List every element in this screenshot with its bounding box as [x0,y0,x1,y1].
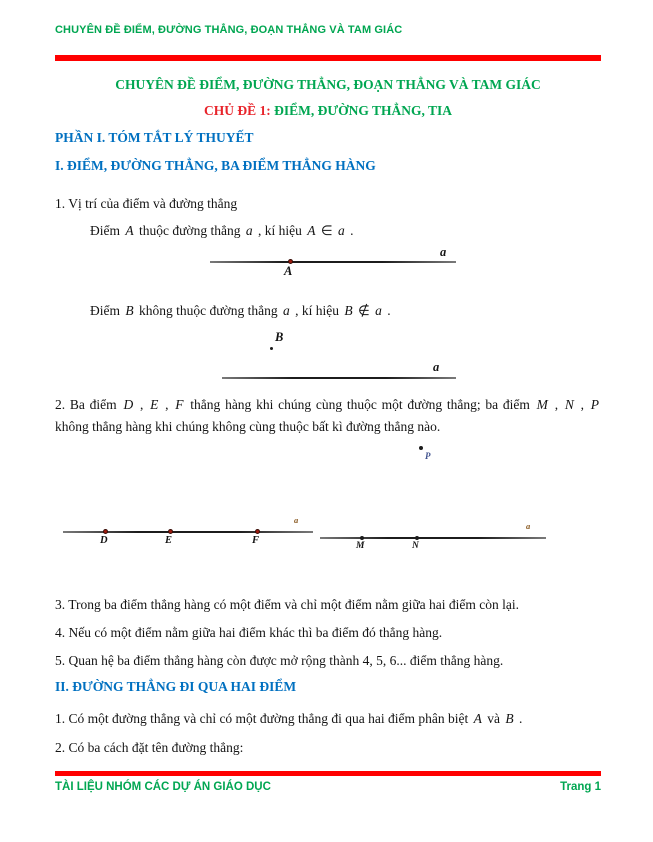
paragraph-sec2-item1: 1. Có một đường thẳng và chỉ có một đường thẳng đi qua hai điểm phân biệt A và B . [55,711,523,726]
line-a [222,377,456,379]
line-mn-label: a [526,521,531,531]
page-footer [55,781,601,793]
point-b-dot [270,347,273,350]
point-p-dot [419,446,423,450]
doc-subtitle [55,103,601,119]
footer-left-text: TÀI LIỆU NHÓM CÁC DỰ ÁN GIÁO DỤC [55,781,271,793]
figure-point-p [55,438,601,464]
header-rule [55,55,601,61]
paragraph-item4: 4. Nếu có một điểm nằm giữa hai điểm khác thì ba điểm đó thẳng hàng. [55,625,443,640]
point-f-dot [256,530,259,533]
paragraph-point-b: Điểm B không thuộc đường thẳng a , kí hiệu B ∉ a . [90,303,391,318]
running-header: CHUYÊN ĐỀ ĐIỂM, ĐƯỜNG THẲNG, ĐOẠN THẲNG VÀ TAM GIÁC [55,24,403,36]
footer-rule [55,771,601,776]
point-a-dot [289,260,292,263]
doc-title: CHUYÊN ĐỀ ĐIỂM, ĐƯỜNG THẲNG, ĐOẠN THẲNG VÀ TAM GIÁC [115,77,541,92]
doc-subtitle-rest: ĐIỂM, ĐƯỜNG THẲNG, TIA [270,103,453,118]
point-d-label: D [100,535,108,546]
point-p-label: P [425,451,431,461]
section1-heading: I. ĐIỂM, ĐƯỜNG THẲNG, BA ĐIỂM THẲNG HÀNG [55,158,376,173]
point-e-label: E [165,535,173,546]
figure-point-b-off-line [55,328,601,388]
paragraph-item2: 2. Ba điểm D , E , F thẳng hàng khi chúng cùng thuộc một đường thẳng; ba điểm M , N , P không thẳng hàng khi chúng không cùng thuộc bất kì đường thẳng nào. [55,397,600,434]
paragraph-item3: 3. Trong ba điểm thẳng hàng có một điểm và chỉ một điểm nằm giữa hai điểm còn lại. [55,597,519,612]
line-def-label: a [294,515,299,525]
part-heading: PHẦN I. TÓM TẮT LÝ THUYẾT [55,130,254,145]
point-f-label: F [252,535,260,546]
paragraph-point-a: Điểm A thuộc đường thẳng a , kí hiệu A ∈ a . [90,223,354,238]
point-m-label: M [356,541,365,551]
page-number: Trang 1 [560,781,601,793]
point-n-dot [415,536,419,540]
line-a [210,261,456,263]
point-b-label: B [275,330,284,344]
point-e-dot [169,530,172,533]
figure-row [55,512,601,560]
paragraph-sec2-item2: 2. Có ba cách đặt tên đường thẳng: [55,740,244,755]
line-mn [320,537,546,539]
figure-line-a-point-a [55,245,601,287]
point-m-dot [360,536,364,540]
section2-heading: II. ĐƯỜNG THẲNG ĐI QUA HAI ĐIỂM [55,679,297,694]
point-a-label: A [284,264,293,278]
paragraph-item1: 1. Vị trí của điểm và đường thẳng [55,196,238,211]
line-a-label: a [440,245,447,259]
line-def [63,531,313,533]
line-a-label: a [433,360,440,374]
point-n-label: N [412,541,419,551]
doc-subtitle-prefix: CHỦ ĐỀ 1: [203,103,271,118]
paragraph-item5: 5. Quan hệ ba điểm thẳng hàng còn được mở rộng thành 4, 5, 6... điểm thẳng hàng. [55,653,504,668]
point-d-dot [104,530,107,533]
